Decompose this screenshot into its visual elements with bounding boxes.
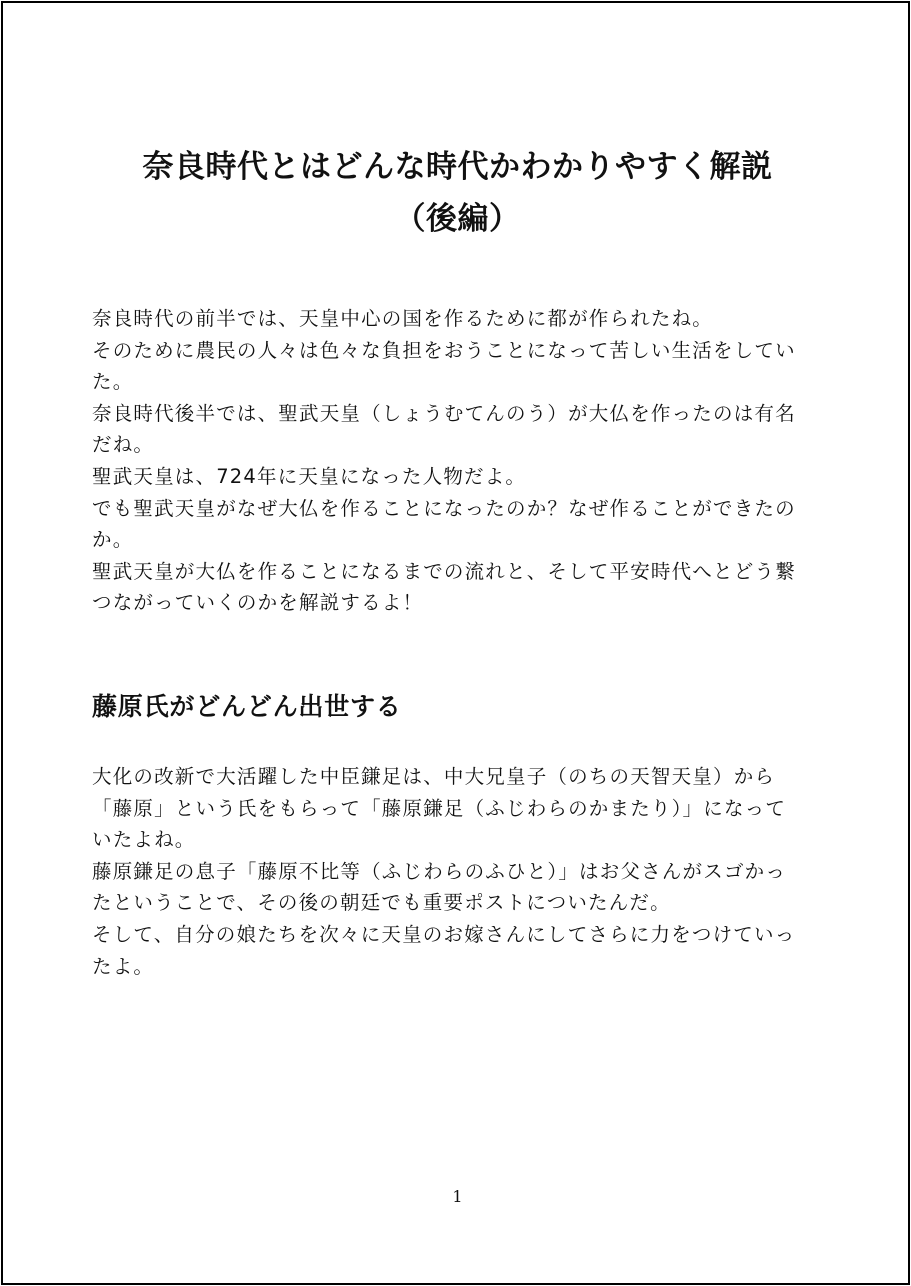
intro-line: 聖武天皇が大仏を作ることになるまでの流れと、そして平安時代へとどう繋 <box>92 559 796 583</box>
intro-line: そのために農民の人々は色々な負担をおうことになって苦しい生活をしてい <box>92 338 796 362</box>
section-line: 大化の改新で大活躍した中臣鎌足は、中大兄皇子（のちの天智天皇）から <box>92 765 776 788</box>
section-paragraph <box>92 761 824 982</box>
intro-line: 奈良時代後半では、聖武天皇（しょうむてんのう）が大仏を作ったのは有名 <box>92 401 796 425</box>
section-line: 藤原鎌足の息子「藤原不比等（ふじわらのふひと）」はお父さんがスゴかっ <box>92 859 787 883</box>
page-number: 1 <box>452 1187 463 1206</box>
section-line: たということで、その後の朝廷でも重要ポストについたんだ。 <box>92 891 671 915</box>
document-page <box>1 1 910 1285</box>
intro-paragraph <box>92 303 824 619</box>
section-line: いたよね。 <box>92 828 196 852</box>
document-title <box>3 141 911 245</box>
intro-line: 聖武天皇は、724年に天皇になった人物だよ。 <box>92 464 527 488</box>
title-line-1: 奈良時代とはどんな時代かわかりやすく解説 <box>142 149 773 185</box>
section-line: たよ。 <box>92 954 155 978</box>
intro-line: だね。 <box>92 433 155 457</box>
intro-line: た。 <box>92 370 134 394</box>
section-heading: 藤原氏がどんどん出世する <box>92 692 402 721</box>
section-line: 「藤原」という氏をもらって「藤原鎌足（ふじわらのかまたり）」になって <box>92 796 787 820</box>
intro-line: か。 <box>92 528 134 552</box>
title-line-2: （後編） <box>394 201 521 237</box>
intro-line: 奈良時代の前半では、天皇中心の国を作るために都が作られたね。 <box>92 307 714 330</box>
section-line: そして、自分の娘たちを次々に天皇のお嫁さんにしてさらに力をつけていっ <box>92 922 796 946</box>
intro-line: つながっていくのかを解説するよ！ <box>92 591 424 615</box>
intro-line: でも聖武天皇がなぜ大仏を作ることになったのか？なぜ作ることができたの <box>92 496 796 520</box>
